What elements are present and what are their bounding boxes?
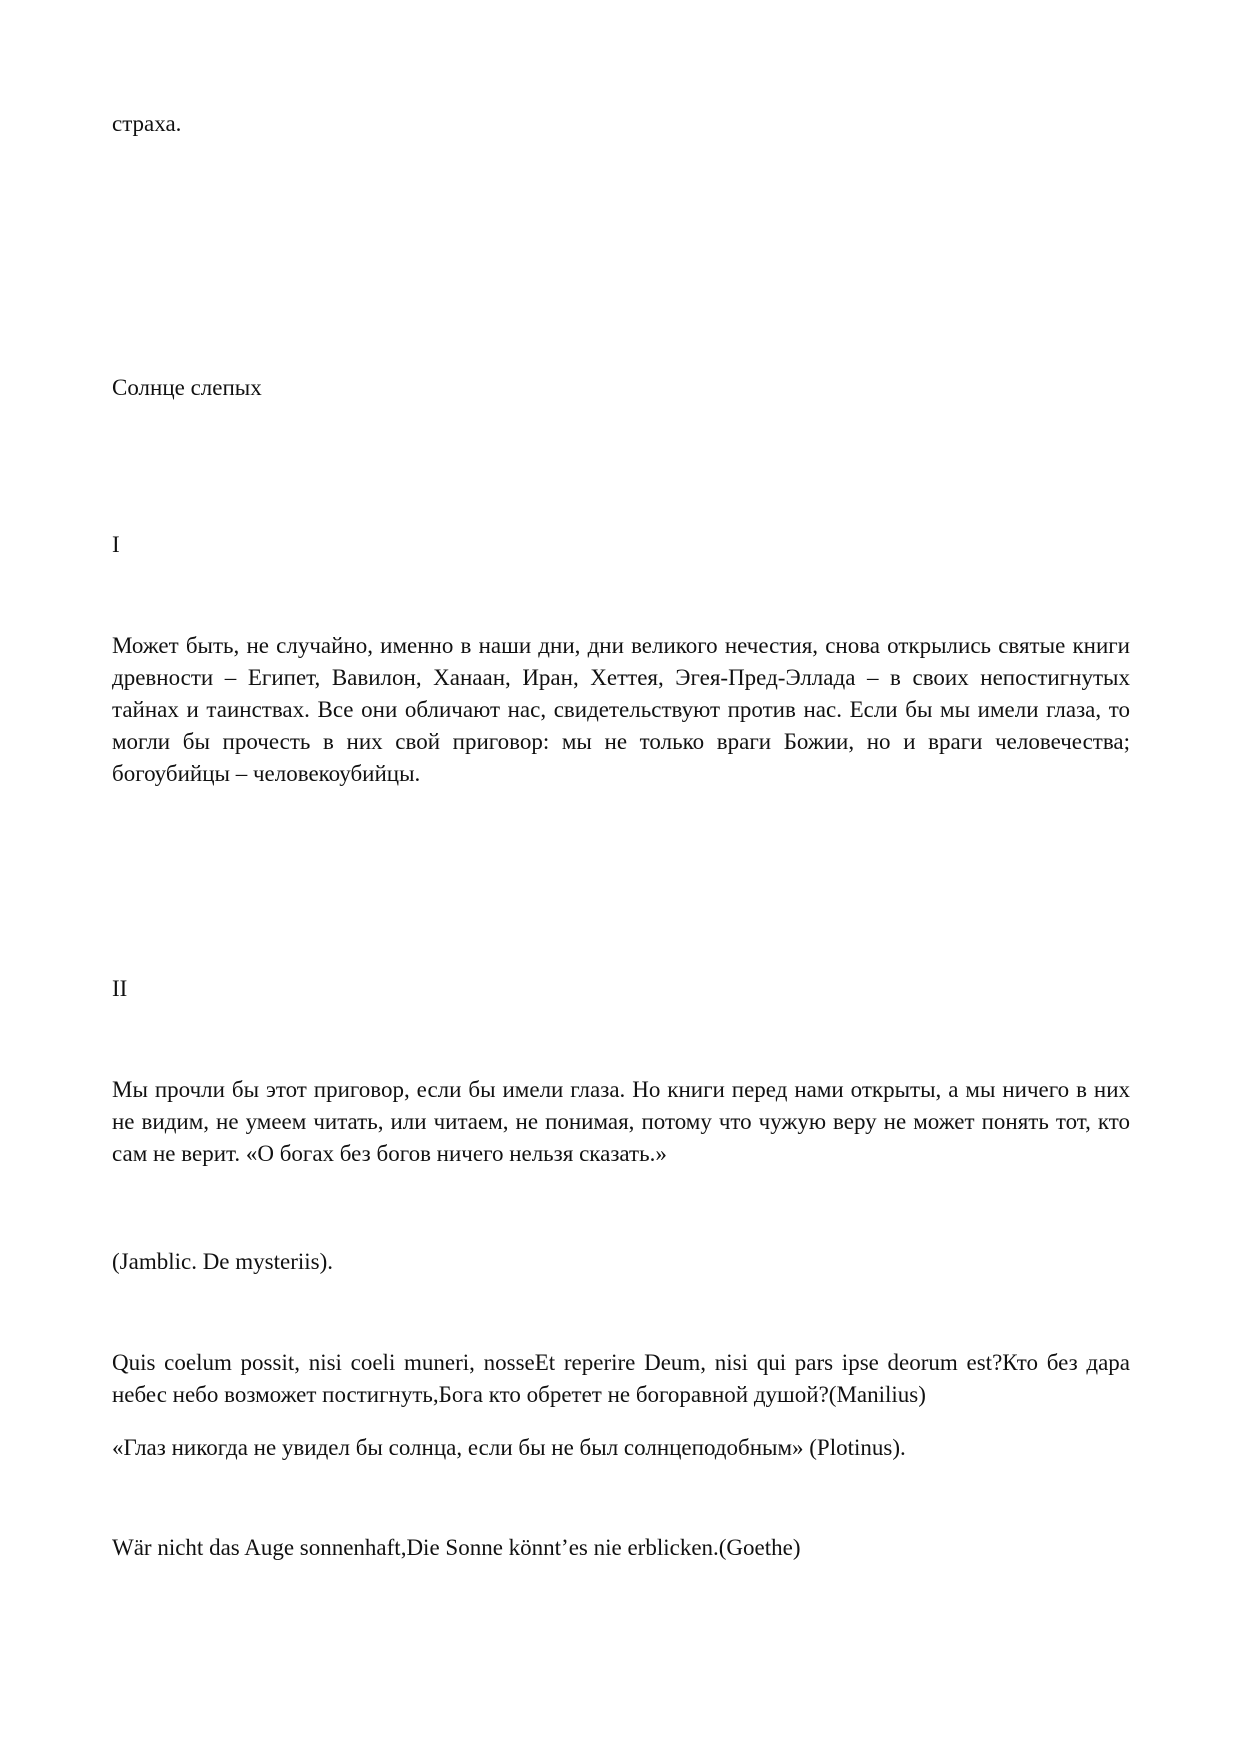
goethe-quote: Wär nicht das Auge sonnenhaft,Die Sonne könnt’es nie erblicken.(Goethe) — [112, 1535, 801, 1560]
continuation-text: страха. — [112, 111, 182, 136]
section-2-paragraph: Мы прочли бы этот приговор, если бы имели глаза. Но книги перед нами открыты, а мы ничего в них не видим, не умеем читать, или читаем, не понимая, потому что чужую веру не может понять тот, кто сам не верит. «О богах без богов ничего нельзя сказать.» — [112, 1077, 1130, 1166]
chapter-title: Солнце слепых — [112, 375, 262, 400]
jamblic-citation: (Jamblic. De mysteriis). — [112, 1249, 334, 1274]
plotinus-quote: «Глаз никогда не увидел бы солнца, если бы не был солнцеподобным» (Plotinus). — [112, 1435, 906, 1460]
section-numeral-2: II — [112, 976, 128, 1001]
section-1-paragraph: Может быть, не случайно, именно в наши дни, дни великого нечестия, снова открылись святые книги древности – Египет, Вавилон, Ханаан, Иран, Хеттея, Эгея-Пред-Эллада – в своих непостигнутых тайнах и таинствах. Все они обличают нас, свидетельствуют против нас. Если бы мы имели глаза, то могли бы прочесть в них свой приговор: мы не только враги Божии, но и враги человечества; богоубийцы – человекоубийцы. — [112, 633, 1130, 786]
section-numeral-1: I — [112, 532, 120, 557]
manilius-quote: Quis coelum possit, nisi coeli muneri, nosseEt reperire Deum, nisi qui pars ipse deorum est?Кто без дара небес небо возможет постигнуть,Бога кто обретет не богоравной душой?(Manilius) — [112, 1350, 1130, 1407]
